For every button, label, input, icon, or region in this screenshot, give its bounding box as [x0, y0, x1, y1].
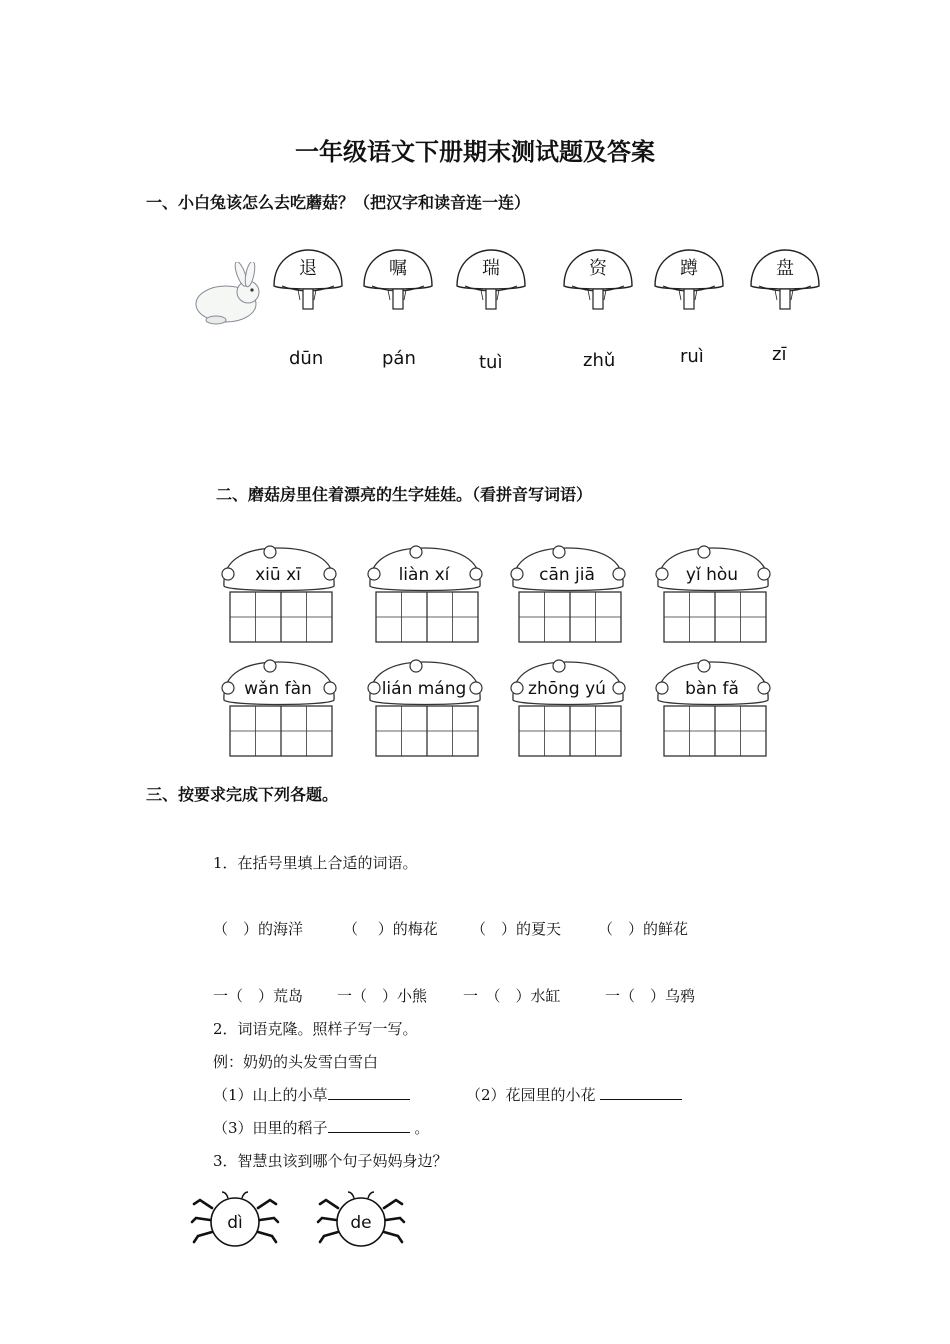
q1-item: 一（ ）乌鸦	[605, 987, 696, 1005]
section1-heading: 一、小白兔该怎么去吃蘑菇？（把汉字和读音连一连）	[146, 193, 531, 212]
pinyin-item: zī	[772, 344, 787, 365]
q1-item: （ ）的海洋	[213, 920, 304, 938]
bug-label: de	[350, 1213, 372, 1233]
pinyin-word: xiū xī	[255, 565, 301, 585]
mushroom-house	[218, 542, 340, 650]
writing-grid[interactable]	[230, 706, 332, 756]
bug-icon[interactable]	[316, 1190, 406, 1256]
q1-item: （ ）的梅花	[343, 920, 438, 938]
q2-item2	[466, 1084, 682, 1105]
pinyin-word: wǎn fàn	[244, 679, 312, 699]
mushroom-character-label: 盘	[776, 258, 794, 279]
answer-blank[interactable]	[328, 1085, 410, 1100]
mushroom-character[interactable]	[745, 246, 825, 318]
q1-item: 一（ ）小熊	[337, 987, 428, 1005]
writing-grid[interactable]	[664, 706, 766, 756]
mushroom-house	[218, 656, 340, 764]
writing-grid[interactable]	[376, 592, 478, 642]
section2-heading: 二、磨菇房里住着漂亮的生字娃娃。（看拼音写词语）	[216, 485, 593, 504]
mushroom-house	[507, 542, 629, 650]
q1-item: （ ）的鲜花	[598, 920, 689, 938]
mushroom-character-label: 瑞	[482, 258, 500, 279]
bug-label: dì	[227, 1213, 243, 1233]
mushroom-character-label: 退	[299, 258, 317, 279]
mushroom-house	[364, 542, 486, 650]
mushroom-character-label: 资	[589, 258, 607, 279]
mushroom-house	[652, 656, 774, 764]
pinyin-item: tuì	[479, 352, 503, 373]
writing-grid[interactable]	[519, 592, 621, 642]
answer-blank[interactable]	[328, 1118, 410, 1133]
q2-item2-text: （2）花园里的小花	[466, 1086, 596, 1104]
mushroom-character[interactable]	[451, 246, 531, 318]
pinyin-item: pán	[382, 348, 416, 369]
q2-example: 例：奶奶的头发雪白雪白	[213, 1053, 379, 1071]
q2-item3-text: （3）田里的稻子	[213, 1119, 328, 1137]
pinyin-item: dūn	[289, 348, 324, 369]
q1-item: 一 （ ）水缸	[463, 987, 561, 1005]
q2-item3	[213, 1117, 429, 1138]
writing-grid[interactable]	[376, 706, 478, 756]
q2-item1	[213, 1084, 410, 1105]
q2-item3-end: 。	[414, 1119, 430, 1137]
pinyin-item: zhǔ	[583, 350, 616, 371]
mushroom-character[interactable]	[649, 246, 729, 318]
q1-label: 1．在括号里填上合适的词语。	[213, 854, 418, 872]
pinyin-item: ruì	[680, 346, 704, 367]
mushroom-character[interactable]	[558, 246, 638, 318]
mushroom-character[interactable]	[358, 246, 438, 318]
section3-heading: 三、按要求完成下列各题。	[146, 785, 339, 804]
bug-icon[interactable]	[190, 1190, 280, 1256]
pinyin-word: bàn fǎ	[685, 679, 739, 699]
mushroom-character-label: 嘱	[389, 258, 407, 279]
q1-item: 一（ ）荒岛	[213, 987, 304, 1005]
mushroom-house	[364, 656, 486, 764]
q2-item1-text: （1）山上的小草	[213, 1086, 328, 1104]
q3-label: 3．智慧虫该到哪个句子妈妈身边？	[213, 1152, 448, 1170]
mushroom-character[interactable]	[268, 246, 348, 318]
page-title: 一年级语文下册期末测试题及答案	[295, 138, 655, 166]
pinyin-word: liàn xí	[398, 565, 450, 585]
rabbit-icon	[186, 262, 266, 328]
mushroom-character-label: 蹲	[680, 258, 698, 279]
mushroom-house	[507, 656, 629, 764]
writing-grid[interactable]	[664, 592, 766, 642]
q2-label: 2．词语克隆。照样子写一写。	[213, 1020, 418, 1038]
pinyin-word: lián máng	[381, 679, 467, 699]
writing-grid[interactable]	[230, 592, 332, 642]
pinyin-word: cān jiā	[539, 565, 595, 585]
writing-grid[interactable]	[519, 706, 621, 756]
q1-item: （ ）的夏天	[471, 920, 562, 938]
pinyin-word: yǐ hòu	[685, 565, 739, 585]
pinyin-word: zhōng yú	[528, 679, 606, 699]
answer-blank[interactable]	[600, 1085, 682, 1100]
mushroom-house	[652, 542, 774, 650]
